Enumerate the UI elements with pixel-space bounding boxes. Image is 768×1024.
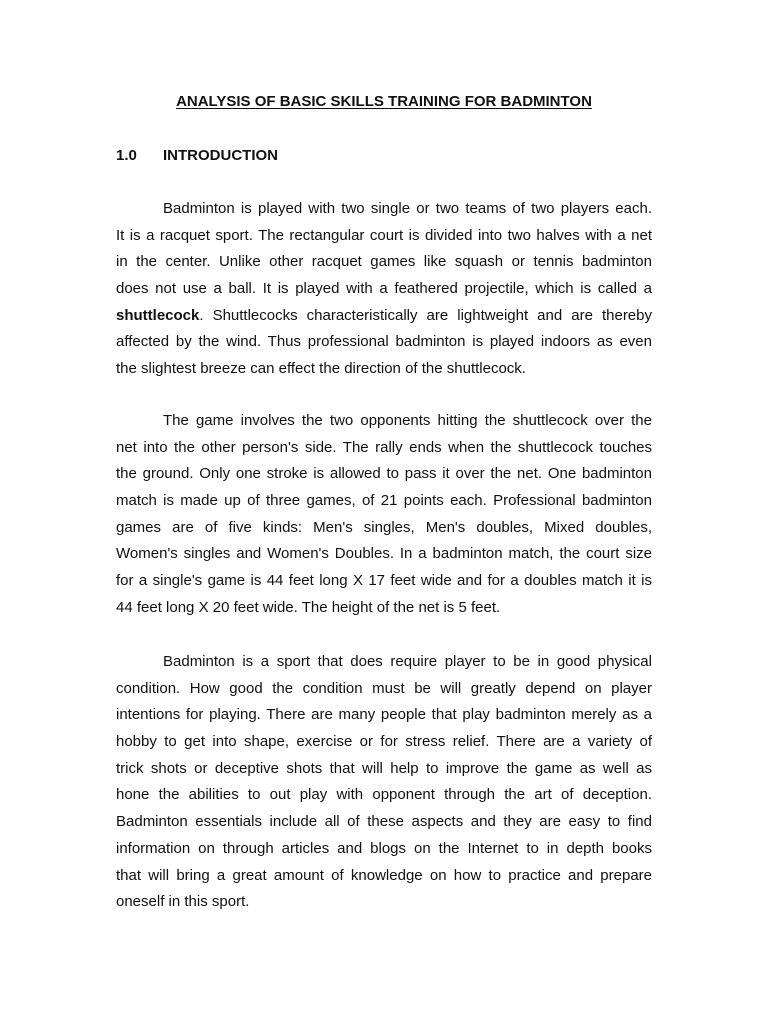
paragraph-line: Badminton is played with two single or two teams of two players each. xyxy=(163,200,652,217)
paragraph-line: the slightest breeze can effect the direction of the shuttlecock. xyxy=(116,360,526,378)
section-number: 1.0 xyxy=(116,147,137,164)
paragraph-line: affected by the wind. Thus professional badminton is played indoors as even xyxy=(116,333,652,351)
paragraph-2 xyxy=(116,408,652,622)
section-heading xyxy=(116,146,278,166)
paragraph-line: the ground. Only one stroke is allowed to pass it over the net. One badminton xyxy=(116,465,652,483)
paragraph-line: intentions for playing. There are many people that play badminton merely as a xyxy=(116,706,652,724)
paragraph-line: for a single's game is 44 feet long X 17 feet wide and for a doubles match it is xyxy=(116,572,652,590)
paragraph-line: oneself in this sport. xyxy=(116,893,250,911)
paragraph-line: The game involves the two opponents hitting the shuttlecock over the xyxy=(163,412,652,429)
paragraph-line: information on through articles and blogs on the Internet to in depth books xyxy=(116,839,652,857)
paragraph-line: hobby to get into shape, exercise or for stress relief. There are a variety of xyxy=(116,733,652,751)
paragraph-line: Badminton essentials include all of these aspects and they are easy to find xyxy=(116,813,652,831)
paragraph-line: net into the other person's side. The rally ends when the shuttlecock touches xyxy=(116,438,652,456)
paragraph-line: in the center. Unlike other racquet games like squash or tennis badminton xyxy=(116,253,652,271)
paragraph-line: It is a racquet sport. The rectangular court is divided into two halves with a net xyxy=(116,226,652,244)
paragraph-line: games are of five kinds: Men's singles, Men's doubles, Mixed doubles, xyxy=(116,518,652,536)
paragraph-line: hone the abilities to out play with opponent through the art of deception. xyxy=(116,786,652,804)
document-title xyxy=(0,92,768,112)
paragraph-line: condition. How good the condition must be will greatly depend on player xyxy=(116,679,652,697)
section-title: INTRODUCTION xyxy=(163,147,278,164)
document-title-text: ANALYSIS OF BASIC SKILLS TRAINING FOR BADMINTON xyxy=(176,93,592,110)
paragraph-line: Badminton is a sport that does require player to be in good physical xyxy=(163,653,652,670)
paragraph-line: does not use a ball. It is played with a feathered projectile, which is called a xyxy=(116,280,652,298)
paragraph-line: 44 feet long X 20 feet wide. The height of the net is 5 feet. xyxy=(116,598,501,616)
paragraph-line: that will bring a great amount of knowledge on how to practice and prepare xyxy=(116,866,652,884)
paragraph-line xyxy=(116,303,652,330)
paragraph-line: Women's singles and Women's Doubles. In a badminton match, the court size xyxy=(116,545,652,563)
paragraph-1 xyxy=(116,196,652,383)
paragraph-line-rest: . Shuttlecocks characteristically are lightweight and are thereby xyxy=(199,306,652,324)
paragraph-line: match is made up of three games, of 21 points each. Professional badminton xyxy=(116,492,652,510)
paragraph-line: trick shots or deceptive shots that will help to improve the game as well as xyxy=(116,759,652,777)
paragraph-3 xyxy=(116,649,652,916)
bold-term-shuttlecock: shuttlecock xyxy=(116,306,200,324)
